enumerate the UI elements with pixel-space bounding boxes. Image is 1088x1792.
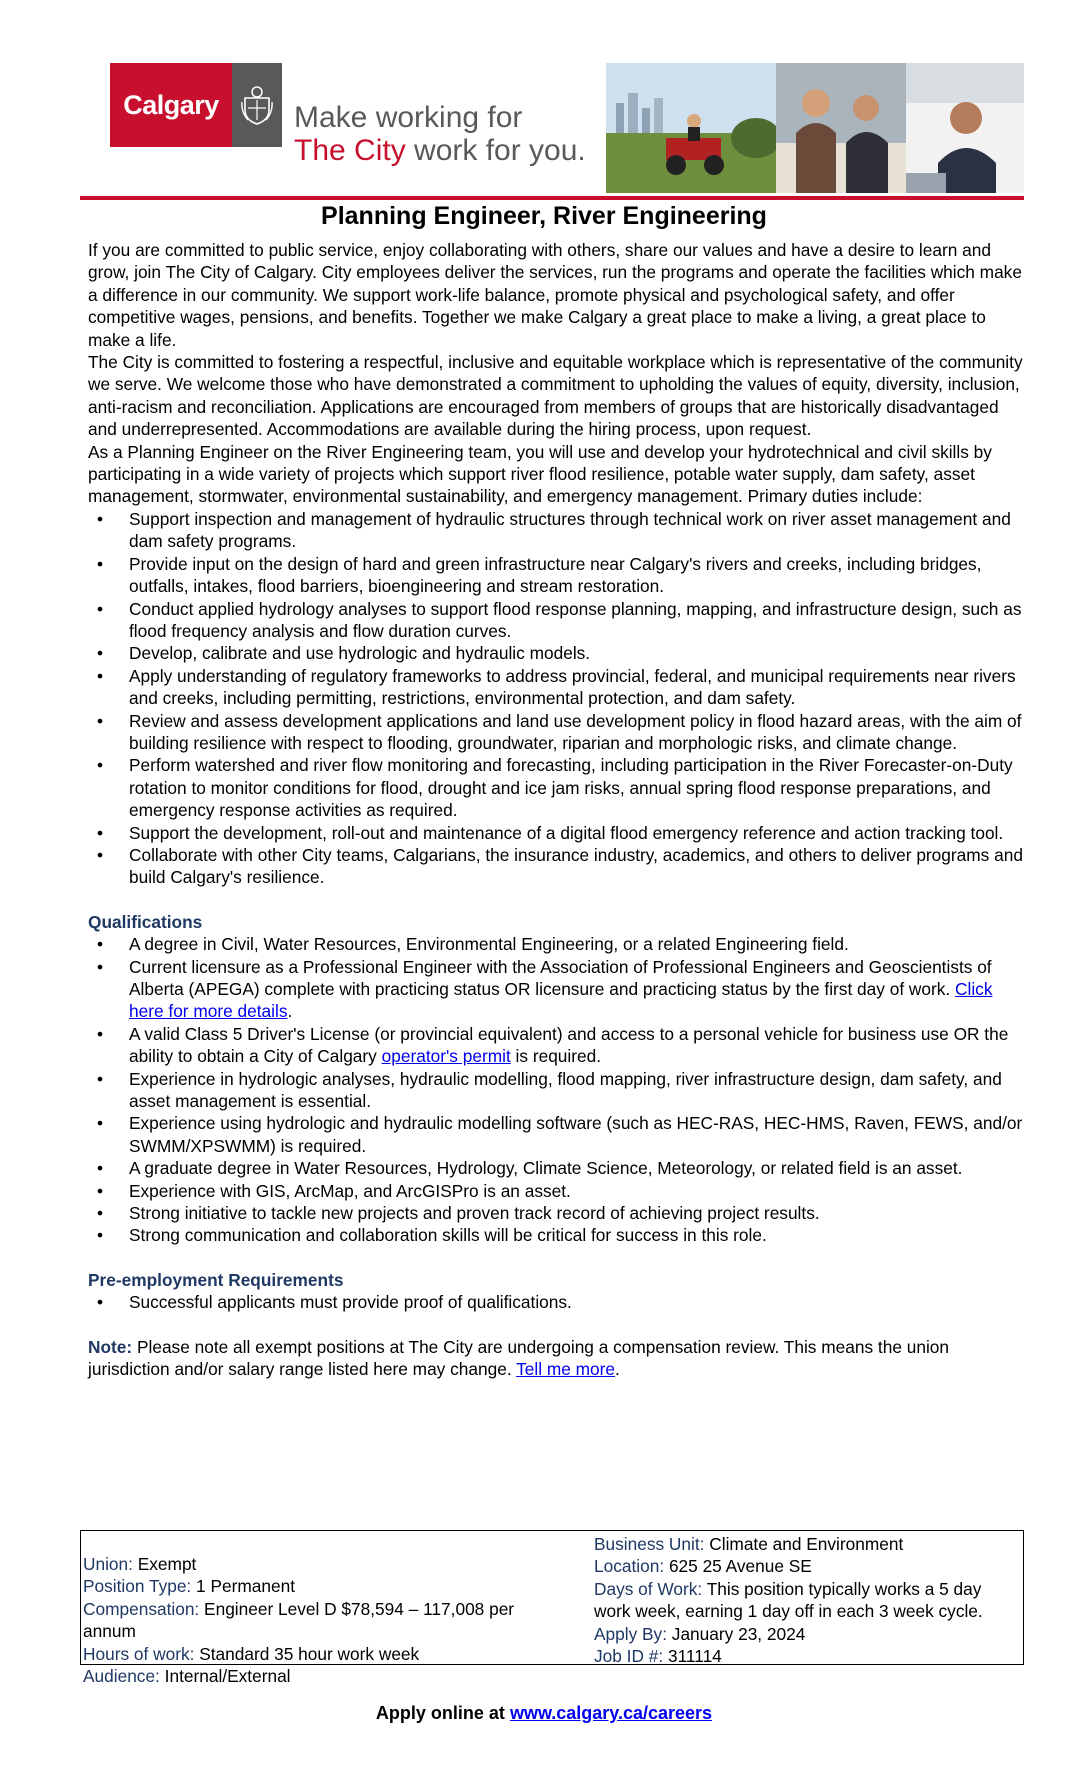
- note-label: Note:: [88, 1336, 133, 1357]
- days-of-work-field: Days of Work: This position typically works a 5 day work week, earning 1 day off in each 3 week cycle.: [594, 1578, 983, 1622]
- qualifications-heading: Qualifications: [88, 911, 203, 932]
- list-item: • Perform watershed and river flow monitoring and forecasting, including participation in the River Forecaster-on-Duty rotation to monitor conditions for flood, drought and ice jam risks, annual spring flood response preparations, and emergency response activities as required.: [88, 754, 1028, 821]
- list-item: • Conduct applied hydrology analyses to support flood response planning, mapping, and infrastructure design, such as flood frequency analysis and flow duration curves.: [88, 598, 1028, 643]
- list-item: • Apply understanding of regulatory frameworks to address provincial, federal, and municipal requirements near rivers and creeks, including permitting, restrictions, environmental protection, and dam safety.: [88, 665, 1028, 710]
- pre-employment-heading: Pre-employment Requirements: [88, 1269, 344, 1290]
- qualifications-list: [88, 933, 1028, 1247]
- city-crest-icon: [232, 63, 282, 147]
- list-item: • Develop, calibrate and use hydrologic and hydraulic models.: [88, 642, 1028, 664]
- job-details-left: [83, 1553, 553, 1687]
- audience-field: Audience: Internal/External: [83, 1666, 291, 1687]
- job-id-field: Job ID #: 311114: [594, 1646, 722, 1667]
- tagline-red: The City: [294, 134, 406, 167]
- tagline: Make working for The City work for you.: [294, 101, 586, 167]
- pre-employment-list: [88, 1291, 1028, 1313]
- list-item: • Strong initiative to tackle new projects and proven track record of achieving project results.: [88, 1202, 1028, 1224]
- list-item: • Review and assess development applications and land use development policy in flood hazard areas, with the aim of building resilience with respect to flooding, groundwater, riparian and morphologic risks, and climate change.: [88, 710, 1028, 755]
- business-unit-field: Business Unit: Climate and Environment: [594, 1534, 904, 1554]
- compensation-field: Compensation: Engineer Level D $78,594 – 117,008 per annum: [83, 1598, 515, 1642]
- operators-permit-link[interactable]: operator's permit: [381, 1046, 511, 1067]
- employee-photo-collage: [606, 63, 1024, 193]
- header-divider: [80, 196, 1024, 200]
- job-posting-body: [88, 239, 1028, 1381]
- intro-paragraph: If you are committed to public service, enjoy collaborating with others, share our values and have a desire to learn and grow, join The City of Calgary. City employees deliver the services, run the programs and operate the facilities which make a difference in our community. We support work-life balance, promote physical and psychological safety, and offer competitive wages, pensions, and benefits. Together we make Calgary a great place to make a living, a great place to make a life.: [88, 240, 1022, 350]
- job-details-right: [594, 1533, 1014, 1667]
- intro-paragraph: The City is committed to fostering a respectful, inclusive and equitable workplace which is representative of the community we serve. We welcome those who have demonstrated a commitment to upholding the values of equity, diversity, inclusion, anti-racism and reconciliation. Applications are encouraged from members of groups that are historically disadvantaged and underrepresented. Accommodations are available during the hiring process, upon request.: [88, 352, 1023, 440]
- apega-details-link[interactable]: Click here for more details: [129, 979, 993, 1022]
- union-field: Union: Exempt: [83, 1554, 197, 1574]
- list-item: • Experience with GIS, ArcMap, and ArcGISPro is an asset.: [88, 1180, 1028, 1202]
- list-item: • Experience using hydrologic and hydraulic modelling software (such as HEC-RAS, HEC-HMS, Raven, FEWS, and/or SWMM/XPSWMM) is required.: [88, 1112, 1028, 1157]
- list-item: • Support the development, roll-out and maintenance of a digital flood emergency reference and action tracking tool.: [88, 822, 1028, 844]
- position-type-field: Position Type: 1 Permanent: [83, 1576, 295, 1597]
- list-item: • Current licensure as a Professional Engineer with the Association of Professional Engineers and Geoscientists of Alberta (APEGA) complete with practicing status OR licensure and practicing status by the first day of work. Click here for more details.: [88, 956, 1028, 1023]
- list-item: • Successful applicants must provide proof of qualifications.: [88, 1291, 1028, 1313]
- intro-paragraph: As a Planning Engineer on the River Engineering team, you will use and develop your hydrotechnical and civil skills by participating in a wide variety of projects which support river flood resilience, potable water supply, dam safety, asset management, stormwater, environmental sustainability, and emergency management. Primary duties include:: [88, 441, 992, 507]
- apply-by-field: Apply By: January 23, 2024: [594, 1623, 806, 1644]
- list-item: • Provide input on the design of hard and green infrastructure near Calgary's rivers and creeks, including bridges, outfalls, intakes, flood barriers, bioengineering and stream restoration.: [88, 553, 1028, 598]
- duties-list: [88, 508, 1028, 889]
- apply-online: Apply online at www.calgary.ca/careers: [375, 1703, 713, 1723]
- list-item: • Support inspection and management of hydraulic structures through technical work on river asset management and dam safety programs.: [88, 508, 1028, 553]
- list-item: • A graduate degree in Water Resources, Hydrology, Climate Science, Meteorology, or related field is an asset.: [88, 1157, 1028, 1179]
- job-details-box: [80, 1530, 1024, 1687]
- calgary-logo: Calgary: [110, 63, 232, 147]
- compensation-note: Note: Please note all exempt positions at The City are undergoing a compensation review. This means the union jurisdiction and/or salary range listed here may change. Tell me more.: [88, 1336, 950, 1380]
- list-item: • Strong communication and collaboration skills will be critical for success in this role.: [88, 1224, 1028, 1246]
- list-item: • Collaborate with other City teams, Calgarians, the insurance industry, academics, and others to deliver programs and build Calgary's resilience.: [88, 844, 1028, 889]
- location-field: Location: 625 25 Avenue SE: [594, 1556, 812, 1577]
- header-banner: [110, 63, 1024, 197]
- careers-link[interactable]: www.calgary.ca/careers: [509, 1703, 713, 1723]
- list-item: • A degree in Civil, Water Resources, Environmental Engineering, or a related Engineering field.: [88, 933, 1028, 955]
- tell-me-more-link[interactable]: Tell me more: [516, 1359, 616, 1380]
- list-item: • Experience in hydrologic analyses, hydraulic modelling, flood mapping, river infrastructure design, dam safety, and asset management is essential.: [88, 1068, 1028, 1113]
- job-title: Planning Engineer, River Engineering: [321, 202, 767, 230]
- hours-field: Hours of work: Standard 35 hour work week: [83, 1643, 420, 1664]
- list-item: • A valid Class 5 Driver's License (or provincial equivalent) and access to a personal vehicle for business use OR the ability to obtain a City of Calgary operator's permit is required.: [88, 1023, 1028, 1068]
